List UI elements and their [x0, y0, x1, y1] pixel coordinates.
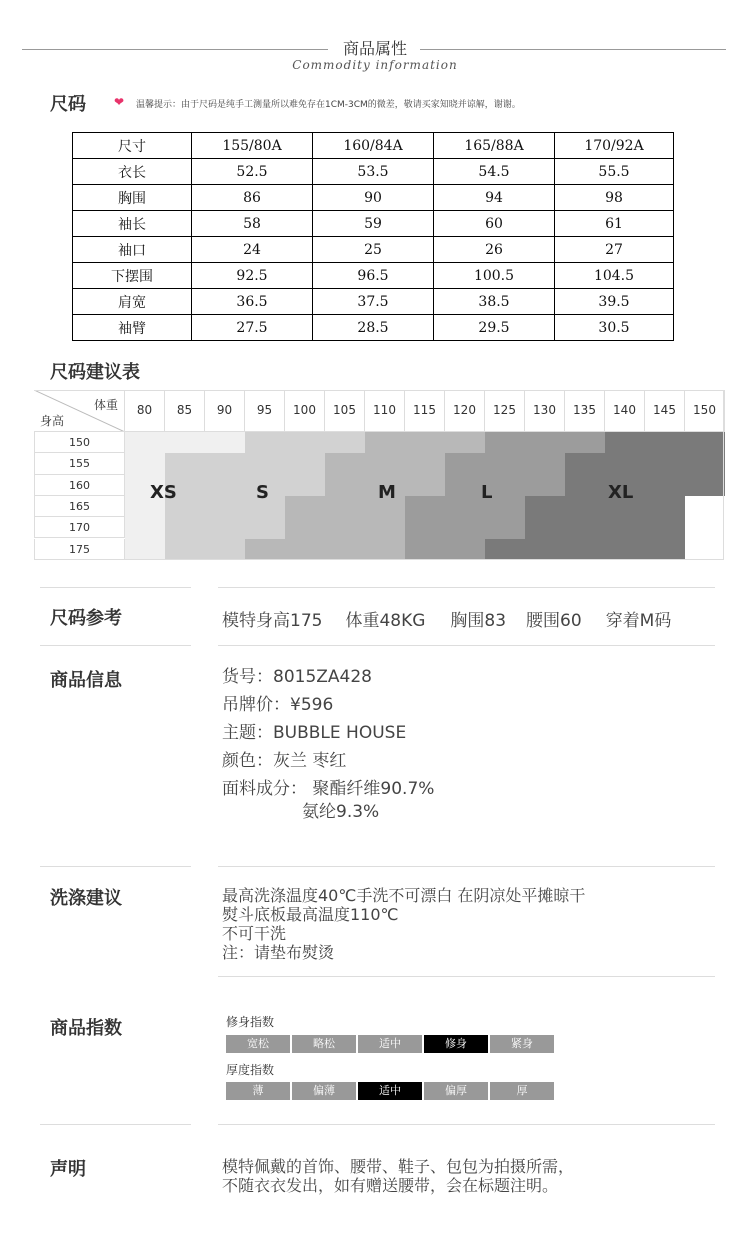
divider: [40, 866, 191, 867]
corner-cell: [34, 390, 125, 432]
size-table-cell: 29.5: [434, 315, 555, 341]
wash-line: 注：请垫布熨烫: [222, 943, 335, 962]
corner-height-label: 身高: [40, 414, 65, 428]
product-sku: 货号：8015ZA428: [222, 667, 372, 687]
size-table-cell: 36.5: [192, 289, 313, 315]
divider: [40, 1124, 191, 1125]
divider: [40, 645, 191, 646]
model-ref-item: 腰围60: [526, 611, 582, 631]
thickness-option: 厚: [490, 1082, 554, 1100]
weight-header: 125: [485, 390, 525, 432]
size-label-s: S: [256, 482, 269, 503]
weight-header: 110: [365, 390, 405, 432]
size-band-cell: [445, 475, 565, 497]
thickness-index-bar: [226, 1082, 556, 1100]
size-table-cell: 26: [434, 237, 555, 263]
grid-bottom-border: [125, 559, 724, 560]
size-table-cell: 28.5: [313, 315, 434, 341]
weight-header: 120: [445, 390, 485, 432]
product-color: 颜色：灰兰 枣红: [222, 751, 347, 771]
statement-label: 声明: [50, 1159, 86, 1180]
size-table-label-cell: 下摆围: [73, 263, 192, 289]
size-band-cell: [565, 453, 725, 475]
product-info-label: 商品信息: [50, 670, 122, 691]
divider: [218, 976, 715, 977]
model-ref-item: 胸围83: [450, 611, 507, 631]
size-table-cell: 27.5: [192, 315, 313, 341]
height-label: 175: [34, 539, 125, 560]
size-table-cell: 160/84A: [313, 133, 434, 159]
weight-header: 150: [685, 390, 725, 432]
size-band-cell: [365, 432, 485, 454]
weight-header: 140: [605, 390, 645, 432]
fit-option: 宽松: [226, 1035, 290, 1053]
weight-header: 80: [125, 390, 165, 432]
size-table-cell: 92.5: [192, 263, 313, 289]
size-table-cell: 90: [313, 185, 434, 211]
size-table-cell: 54.5: [434, 159, 555, 185]
product-price: 吊牌价：¥596: [222, 695, 334, 715]
wash-lines: [222, 886, 585, 962]
grid-right-border: [723, 390, 724, 560]
size-band-cell: [325, 453, 445, 475]
size-band-cell: [605, 432, 725, 454]
size-table-cell: 39.5: [555, 289, 674, 315]
size-table-cell: 61: [555, 211, 674, 237]
heart-icon: ❤: [114, 95, 125, 109]
size-table-cell: 30.5: [555, 315, 674, 341]
size-table-row: [73, 211, 674, 237]
fit-option: 紧身: [490, 1035, 554, 1053]
size-band-cell: [125, 517, 165, 539]
fit-option: 略松: [292, 1035, 356, 1053]
wash-line: 熨斗底板最高温度110℃: [222, 905, 399, 924]
size-band-cell: [245, 539, 405, 561]
size-table-cell: 98: [555, 185, 674, 211]
size-table-cell: 94: [434, 185, 555, 211]
size-table-label-cell: 肩宽: [73, 289, 192, 315]
model-ref-values: [222, 606, 671, 631]
height-label: 165: [34, 496, 125, 517]
divider: [218, 866, 715, 867]
fit-option-selected: 修身: [424, 1035, 488, 1053]
height-label: 150: [34, 432, 125, 453]
size-table-cell: 53.5: [313, 159, 434, 185]
size-table-label-cell: 衣长: [73, 159, 192, 185]
size-table-cell: 37.5: [313, 289, 434, 315]
size-table-label-cell: 尺寸: [73, 133, 192, 159]
fit-index-bar: [226, 1035, 556, 1053]
size-band-cell: [485, 539, 685, 561]
suggest-section-title: 尺码建议表: [50, 362, 140, 383]
page-subtitle: Commodity information: [292, 58, 458, 72]
size-table-header: [73, 133, 674, 159]
product-theme: 主题：BUBBLE HOUSE: [222, 723, 407, 743]
size-band-cell: [125, 432, 245, 454]
size-table-row: [73, 237, 674, 263]
weight-header: 130: [525, 390, 565, 432]
size-band-cell: [165, 453, 325, 475]
weight-header: 135: [565, 390, 605, 432]
size-table-cell: 100.5: [434, 263, 555, 289]
size-table-cell: 165/88A: [434, 133, 555, 159]
size-band-cell: [405, 517, 525, 539]
size-band-cell: [125, 453, 165, 475]
size-label-xl: XL: [608, 482, 634, 503]
weight-header: 145: [645, 390, 685, 432]
size-table-label-cell: 袖口: [73, 237, 192, 263]
thickness-option: 偏薄: [292, 1082, 356, 1100]
statement-line: 模特佩戴的首饰、腰带、鞋子、包包为拍摄所需，: [222, 1157, 575, 1176]
size-band-cell: [485, 432, 605, 454]
thickness-option-selected: 适中: [358, 1082, 422, 1100]
height-label: 160: [34, 475, 125, 496]
model-ref-label: 尺码参考: [50, 608, 122, 629]
size-table-cell: 27: [555, 237, 674, 263]
size-table-cell: 24: [192, 237, 313, 263]
size-table: [72, 132, 674, 341]
divider: [40, 587, 191, 588]
size-band-cell: [165, 475, 325, 497]
size-table-cell: 55.5: [555, 159, 674, 185]
divider: [218, 587, 715, 588]
model-ref-item: 体重48KG: [345, 611, 426, 631]
size-table-row: [73, 159, 674, 185]
size-table-label-cell: 袖臂: [73, 315, 192, 341]
size-table-cell: 155/80A: [192, 133, 313, 159]
thickness-index-title: 厚度指数: [226, 1063, 275, 1077]
size-table-cell: 59: [313, 211, 434, 237]
height-label: 170: [34, 517, 125, 538]
size-tip: 温馨提示：由于尺码是纯手工测量所以难免存在1CM-3CM的微差，敬请买家知晓并谅解，谢谢。: [136, 100, 521, 110]
size-table-label-cell: 胸围: [73, 185, 192, 211]
product-info-lines: [222, 663, 434, 821]
size-table-label-cell: 袖长: [73, 211, 192, 237]
size-band-cell: [405, 539, 485, 561]
size-table-cell: 25: [313, 237, 434, 263]
model-ref-item: 穿着M码: [605, 611, 672, 631]
product-fabric-2: 氨纶9.3%: [302, 802, 380, 822]
divider: [218, 1124, 715, 1125]
fit-index-title: 修身指数: [226, 1015, 275, 1029]
size-table-cell: 96.5: [313, 263, 434, 289]
size-band-cell: [445, 453, 565, 475]
model-ref-item: 模特身高175: [222, 611, 323, 631]
wash-label: 洗涤建议: [50, 888, 122, 909]
size-table-row: [73, 185, 674, 211]
weight-header: 115: [405, 390, 445, 432]
size-band-cell: [165, 517, 285, 539]
statement-lines: [222, 1157, 574, 1195]
fit-option: 适中: [358, 1035, 422, 1053]
size-table-row: [73, 315, 674, 341]
size-table-cell: 58: [192, 211, 313, 237]
page-title: 商品属性: [342, 39, 407, 58]
statement-line: 不随衣衣发出，如有赠送腰带，会在标题注明。: [222, 1176, 559, 1195]
size-section-title: 尺码: [50, 94, 86, 115]
size-table-cell: 86: [192, 185, 313, 211]
size-band-cell: [525, 496, 685, 518]
size-table-row: [73, 263, 674, 289]
size-band-cell: [165, 539, 245, 561]
thickness-option: 偏厚: [424, 1082, 488, 1100]
corner-weight-label: 体重: [93, 398, 118, 412]
product-fabric: 面料成分： 聚酯纤维90.7%: [222, 779, 435, 799]
weight-header: 90: [205, 390, 245, 432]
size-table-cell: 52.5: [192, 159, 313, 185]
divider: [218, 645, 715, 646]
size-table-cell: 104.5: [555, 263, 674, 289]
size-band-cell: [525, 517, 685, 539]
size-label-m: M: [378, 482, 396, 503]
size-band-cell: [245, 432, 365, 454]
index-label: 商品指数: [50, 1018, 122, 1039]
weight-header: 105: [325, 390, 365, 432]
size-band-cell: [125, 539, 165, 561]
grid-top-border: [34, 390, 724, 391]
weight-header: 95: [245, 390, 285, 432]
size-label-xs: XS: [150, 482, 177, 503]
size-table-cell: 60: [434, 211, 555, 237]
size-table-row: [73, 289, 674, 315]
size-suggestion-chart: [34, 390, 724, 560]
size-band-cell: [285, 517, 405, 539]
size-label-l: L: [481, 482, 493, 503]
thickness-option: 薄: [226, 1082, 290, 1100]
wash-line: 不可干洗: [222, 924, 287, 943]
size-band-cell: [405, 496, 525, 518]
size-table-cell: 170/92A: [555, 133, 674, 159]
size-table-cell: 38.5: [434, 289, 555, 315]
weight-header: 100: [285, 390, 325, 432]
size-band-cell: [565, 475, 725, 497]
wash-line: 最高洗涤温度40℃手洗不可漂白 在阴凉处平摊晾干: [222, 886, 586, 905]
height-label: 155: [34, 453, 125, 474]
weight-header: 85: [165, 390, 205, 432]
